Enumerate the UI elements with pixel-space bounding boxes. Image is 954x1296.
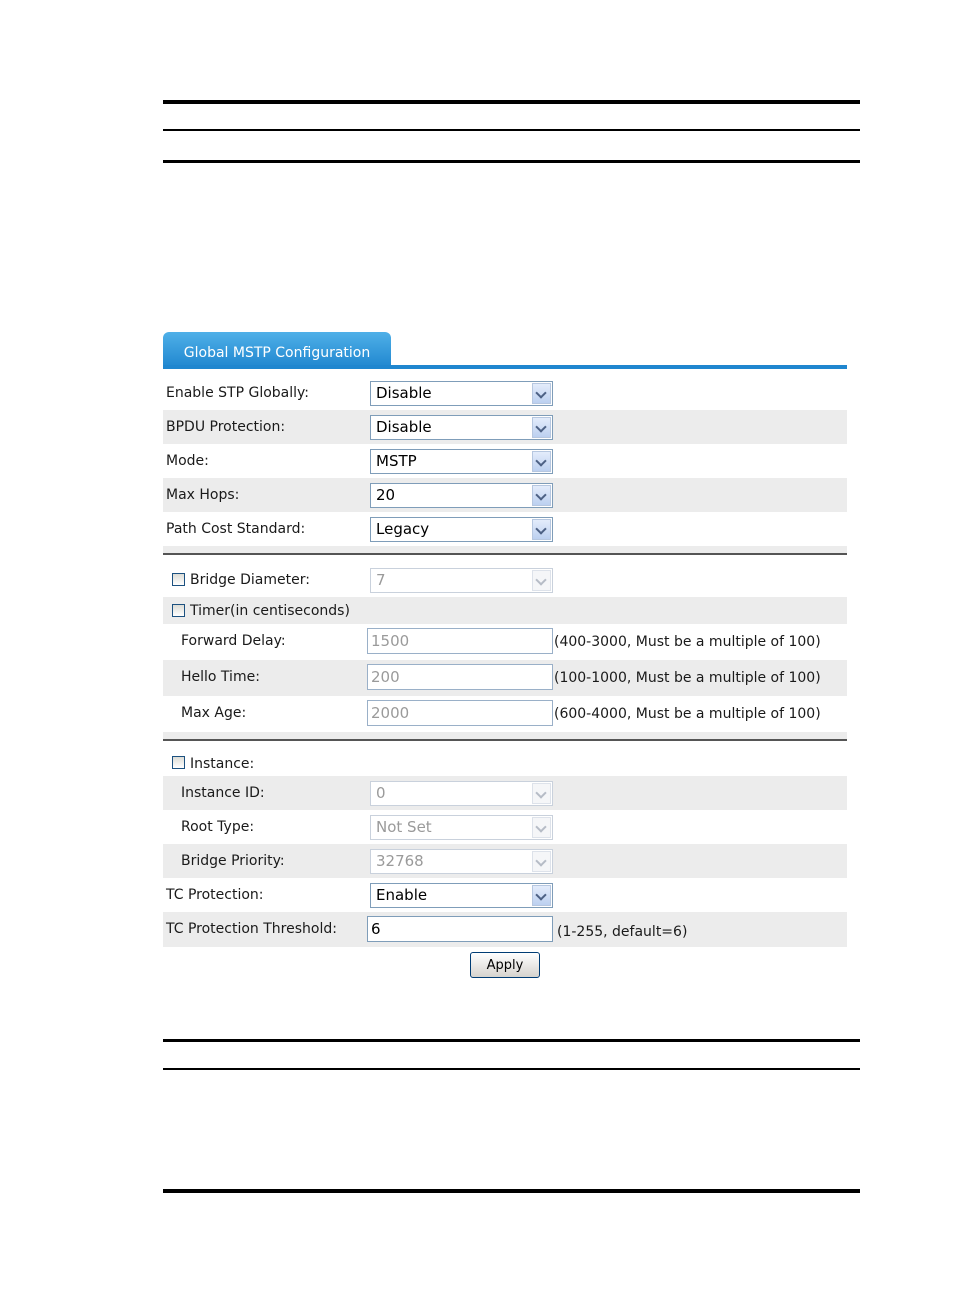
chevron-down-icon[interactable] (532, 485, 551, 506)
max-hops-label: Max Hops: (166, 487, 240, 503)
row-mode (163, 444, 847, 478)
bridge-diameter-label: Bridge Diameter: (190, 572, 310, 588)
top-rule-1 (163, 100, 860, 104)
timer-label: Timer(in centiseconds) (190, 603, 350, 619)
forward-delay-hint: (400-3000, Must be a multiple of 100) (554, 634, 821, 650)
bridge-diameter-value: 7 (376, 571, 386, 589)
chevron-down-icon[interactable] (532, 885, 551, 906)
row-tc-protection (163, 878, 847, 912)
tab-global-mstp-configuration[interactable]: Global MSTP Configuration (163, 332, 391, 368)
chevron-down-icon[interactable] (532, 383, 551, 404)
hello-time-label: Hello Time: (181, 669, 260, 685)
chevron-down-icon[interactable] (532, 817, 551, 838)
row-instance (163, 748, 847, 776)
instance-label: Instance: (190, 756, 255, 772)
max-hops-select[interactable] (370, 483, 553, 508)
row-path-cost (163, 512, 847, 546)
enable-stp-select[interactable] (370, 381, 553, 406)
mode-select[interactable] (370, 449, 553, 474)
chevron-down-icon[interactable] (532, 519, 551, 540)
row-timer (163, 597, 847, 624)
mode-label: Mode: (166, 453, 209, 469)
bottom-rule-2 (163, 1068, 860, 1070)
root-type-select[interactable] (370, 815, 553, 840)
bridge-diameter-select[interactable] (370, 568, 553, 593)
hello-time-hint: (100-1000, Must be a multiple of 100) (554, 670, 821, 686)
enable-stp-value: Disable (376, 384, 432, 402)
bridge-priority-select[interactable] (370, 849, 553, 874)
path-cost-select[interactable] (370, 517, 553, 542)
bridge-priority-label: Bridge Priority: (181, 853, 285, 869)
root-type-label: Root Type: (181, 819, 255, 835)
bpdu-protection-select[interactable] (370, 415, 553, 440)
max-age-input[interactable] (367, 700, 553, 726)
bottom-rule-1 (163, 1039, 860, 1042)
row-spacer (163, 546, 847, 553)
chevron-down-icon[interactable] (532, 417, 551, 438)
row-bridge-priority (163, 844, 847, 878)
max-hops-value: 20 (376, 486, 396, 504)
row-max-hops (163, 478, 847, 512)
bpdu-protection-label: BPDU Protection: (166, 419, 286, 435)
tc-protection-value: Enable (376, 886, 428, 904)
forward-delay-input[interactable] (367, 628, 553, 654)
max-age-label: Max Age: (181, 705, 247, 721)
instance-id-label: Instance ID: (181, 785, 265, 801)
apply-button[interactable]: Apply (470, 952, 540, 978)
tab-underline (163, 365, 847, 369)
tc-threshold-hint: (1-255, default=6) (557, 924, 688, 940)
timer-checkbox[interactable] (172, 604, 185, 617)
tc-protection-label: TC Protection: (166, 887, 264, 903)
bpdu-protection-value: Disable (376, 418, 432, 436)
top-rule-2 (163, 129, 860, 131)
enable-stp-label: Enable STP Globally: (166, 385, 310, 401)
mode-value: MSTP (376, 452, 417, 470)
instance-id-value: 0 (376, 784, 386, 802)
instance-id-select[interactable] (370, 781, 553, 806)
section-divider-1 (163, 553, 847, 555)
forward-delay-label: Forward Delay: (181, 633, 286, 649)
section-divider-2 (163, 739, 847, 741)
top-rule-3 (163, 160, 860, 163)
path-cost-value: Legacy (376, 520, 430, 538)
row-tc-threshold (163, 912, 847, 947)
bridge-diameter-checkbox[interactable] (172, 573, 185, 586)
chevron-down-icon[interactable] (532, 783, 551, 804)
row-root-type (163, 810, 847, 844)
row-max-age (163, 696, 847, 732)
max-age-hint: (600-4000, Must be a multiple of 100) (554, 706, 821, 722)
instance-checkbox[interactable] (172, 756, 185, 769)
row-instance-id (163, 776, 847, 810)
bridge-priority-value: 32768 (376, 852, 424, 870)
row-enable-stp (163, 376, 847, 410)
row-bpdu-protection (163, 410, 847, 444)
chevron-down-icon[interactable] (532, 851, 551, 872)
bottom-rule-3 (163, 1189, 860, 1193)
hello-time-input[interactable] (367, 664, 553, 690)
row-bridge-diameter (163, 563, 847, 597)
root-type-value: Not Set (376, 818, 432, 836)
tc-threshold-input[interactable] (367, 916, 553, 942)
tc-protection-select[interactable] (370, 883, 553, 908)
row-forward-delay (163, 624, 847, 660)
chevron-down-icon[interactable] (532, 570, 551, 591)
row-hello-time (163, 660, 847, 696)
tc-threshold-label: TC Protection Threshold: (166, 921, 337, 937)
path-cost-label: Path Cost Standard: (166, 521, 306, 537)
row-spacer (163, 732, 847, 739)
chevron-down-icon[interactable] (532, 451, 551, 472)
